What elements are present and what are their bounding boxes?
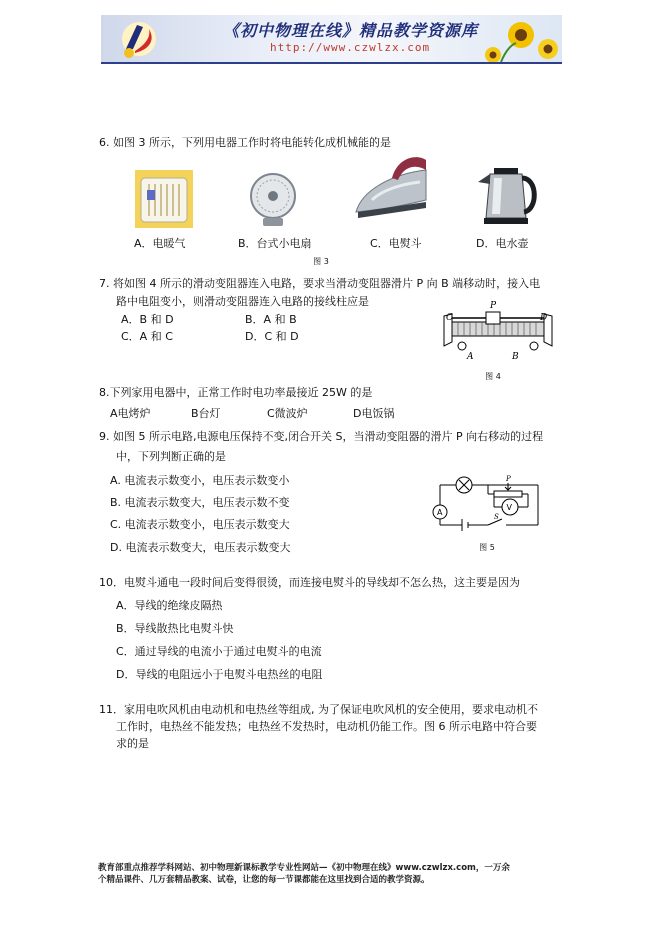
rheostat-label-a: A — [467, 352, 474, 362]
figure-4-caption: 图 4 — [485, 372, 501, 381]
q9-option-d: D. 电流表示数变大，电压表示数变大 — [110, 541, 291, 554]
q8-option-a: A电烤炉 — [110, 407, 151, 420]
footer-line-1: 教育部重点推荐学科网站、初中物理新课标教学专业性网站—《初中物理在线》www.czwlzx.com，一万余 — [98, 863, 510, 873]
q7-option-b: B．A 和 B — [245, 313, 297, 326]
circuit-figure-5 — [428, 473, 546, 537]
desk-fan-image — [247, 170, 299, 228]
rheostat-label-b: B — [512, 352, 519, 362]
q11-line2: 工作时，电热丝不能发热；电热丝不发热时，电动机仍能工作。图 6 所示电路中符合要 — [116, 720, 537, 733]
sunflower-decoration — [485, 22, 558, 62]
voltmeter-label: V — [506, 503, 512, 512]
q8-stem: 8.下列家用电器中，正常工作时电功率最接近 25W 的是 — [99, 386, 373, 399]
ammeter-label: A — [437, 508, 443, 517]
q9-option-b: B. 电流表示数变大，电压表示数不变 — [110, 496, 290, 509]
q8-option-c: C微波炉 — [267, 407, 308, 420]
q7-option-d: D．C 和 D — [245, 330, 299, 343]
footer-line-2: 个精品课件、几万套精品教案、试卷，让您的每一节课都能在这里找到合适的教学资源。 — [98, 875, 430, 885]
q11-line3: 求的是 — [116, 737, 149, 750]
electric-heater-image — [135, 170, 193, 228]
electric-kettle-image — [476, 160, 542, 226]
q10-option-a: A．导线的绝缘皮隔热 — [116, 599, 223, 612]
q11-line1: 11．家用电吹风机由电动机和电热丝等组成, 为了保证电吹风机的安全使用，要求电动机不 — [99, 703, 538, 716]
q9-stem-line2: 中，下列判断正确的是 — [116, 450, 226, 463]
figure-5-caption: 图 5 — [479, 543, 495, 552]
q7-option-a: A．B 和 D — [121, 313, 174, 326]
switch-label-s: S — [494, 513, 499, 521]
header-banner — [101, 15, 562, 64]
page-footer — [98, 862, 574, 886]
q7-option-c: C．A 和 C — [121, 330, 173, 343]
q9-option-a: A. 电流表示数变小，电压表示数变小 — [110, 474, 290, 487]
q8-option-b: B台灯 — [191, 407, 221, 420]
q6-option-b: B．台式小电扇 — [238, 237, 312, 250]
site-title: 《初中物理在线》精品教学资源库 — [223, 21, 479, 40]
q6-option-c: C．电熨斗 — [370, 237, 422, 250]
logo-icon — [122, 22, 156, 58]
q6-option-a: A．电暖气 — [134, 237, 186, 250]
q6-stem: 6. 如图 3 所示，下列用电器工作时将电能转化成机械能的是 — [99, 136, 391, 149]
q6-option-d: D．电水壶 — [476, 237, 529, 250]
slider-label-p: P — [506, 475, 511, 483]
rheostat-label-d: D — [540, 313, 548, 323]
q10-stem: 10．电熨斗通电一段时间后变得很烫，而连接电熨斗的导线却不怎么热，这主要是因为 — [99, 576, 520, 589]
q10-option-c: C．通过导线的电流小于通过电熨斗的电流 — [116, 645, 322, 658]
figure-3-caption: 图 3 — [313, 257, 329, 266]
q7-stem-line2: 路中电阻变小，则滑动变阻器连入电路的接线柱应是 — [116, 295, 369, 308]
q9-stem-line1: 9. 如图 5 所示电路,电源电压保持不变,闭合开关 S，当滑动变阻器的滑片 P 向右移动的过程 — [99, 430, 544, 443]
rheostat-figure — [440, 296, 555, 364]
q10-option-d: D．导线的电阻远小于电熨斗电热丝的电阻 — [116, 668, 323, 681]
electric-iron-image — [352, 150, 430, 224]
q9-option-c: C. 电流表示数变小，电压表示数变大 — [110, 518, 290, 531]
rheostat-label-p: P — [490, 301, 497, 311]
q7-stem-line1: 7. 将如图 4 所示的滑动变阻器连入电路，要求当滑动变阻器滑片 P 向 B 端移动时，接入电 — [99, 277, 541, 290]
q10-option-b: B．导线散热比电熨斗快 — [116, 622, 234, 635]
rheostat-label-c: C — [446, 313, 453, 323]
q8-option-d: D电饭锅 — [353, 407, 395, 420]
site-url[interactable]: http://www.czwlzx.com — [270, 41, 431, 54]
